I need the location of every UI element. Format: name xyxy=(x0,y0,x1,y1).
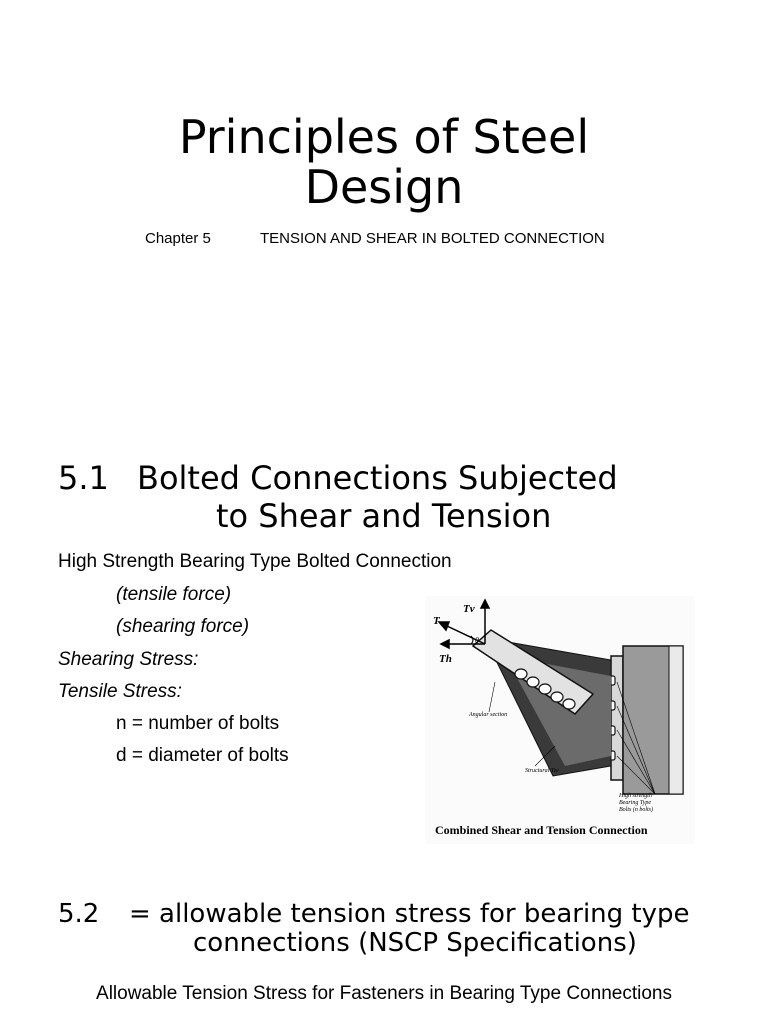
title-line-2: Design xyxy=(304,160,464,214)
body-line-shearing-stress: Shearing Stress: xyxy=(58,649,199,670)
chapter-subtitle xyxy=(145,230,605,247)
tv-symbol: Tv xyxy=(463,603,475,615)
angular-section-label: Angular section xyxy=(469,712,508,718)
body-line-tensile-stress: Tensile Stress: xyxy=(58,681,182,702)
bolts-label-line-3: Bolts (n bolts) xyxy=(619,807,653,813)
theta-symbol: θ xyxy=(475,636,479,645)
title-line-1: Principles of Steel xyxy=(178,110,590,164)
section-5-1-heading-line-1: Bolted Connections Subjected xyxy=(137,459,618,497)
t-symbol: T xyxy=(433,615,440,627)
table-caption: Allowable Tension Stress for Fasteners in Bearing Type Connections xyxy=(96,983,672,1004)
chapter-topic: TENSION AND SHEAR IN BOLTED CONNECTION xyxy=(260,230,605,247)
body-line-shearing-force: (shearing force) xyxy=(116,616,250,637)
body-line-number-of-bolts: n = number of bolts xyxy=(116,713,280,734)
section-5-1-heading xyxy=(58,459,618,535)
page-title xyxy=(0,112,768,212)
figure-caption: Combined Shear and Tension Connection xyxy=(435,823,648,837)
section-5-1-heading-line-2: to Shear and Tension xyxy=(216,497,552,535)
column-web xyxy=(669,646,683,794)
bolts-label-line-2: Bearing Type xyxy=(619,800,652,806)
section-5-2-heading xyxy=(58,900,690,958)
section-5-2-number: 5.2 xyxy=(58,899,100,929)
section-5-2-text-line-2: connections (NSCP Specifications) xyxy=(193,928,637,958)
body-line-tensile-force: (tensile force) xyxy=(116,584,232,605)
structural-tee-label: Structural Tee xyxy=(525,768,559,774)
section-5-1-number: 5.1 xyxy=(58,459,109,497)
th-symbol: Th xyxy=(439,653,452,665)
body-line-diameter-of-bolts: d = diameter of bolts xyxy=(116,745,289,766)
connection-figure xyxy=(425,596,695,844)
chapter-label: Chapter 5 xyxy=(145,230,211,247)
body-line-connection-type: High Strength Bearing Type Bolted Connection xyxy=(58,551,452,572)
bolts-label-line-1: High strength xyxy=(619,793,652,799)
section-5-2-text-line-1: = allowable tension stress for bearing type xyxy=(129,899,690,929)
column-plate xyxy=(611,656,623,780)
connection-diagram xyxy=(425,596,695,844)
